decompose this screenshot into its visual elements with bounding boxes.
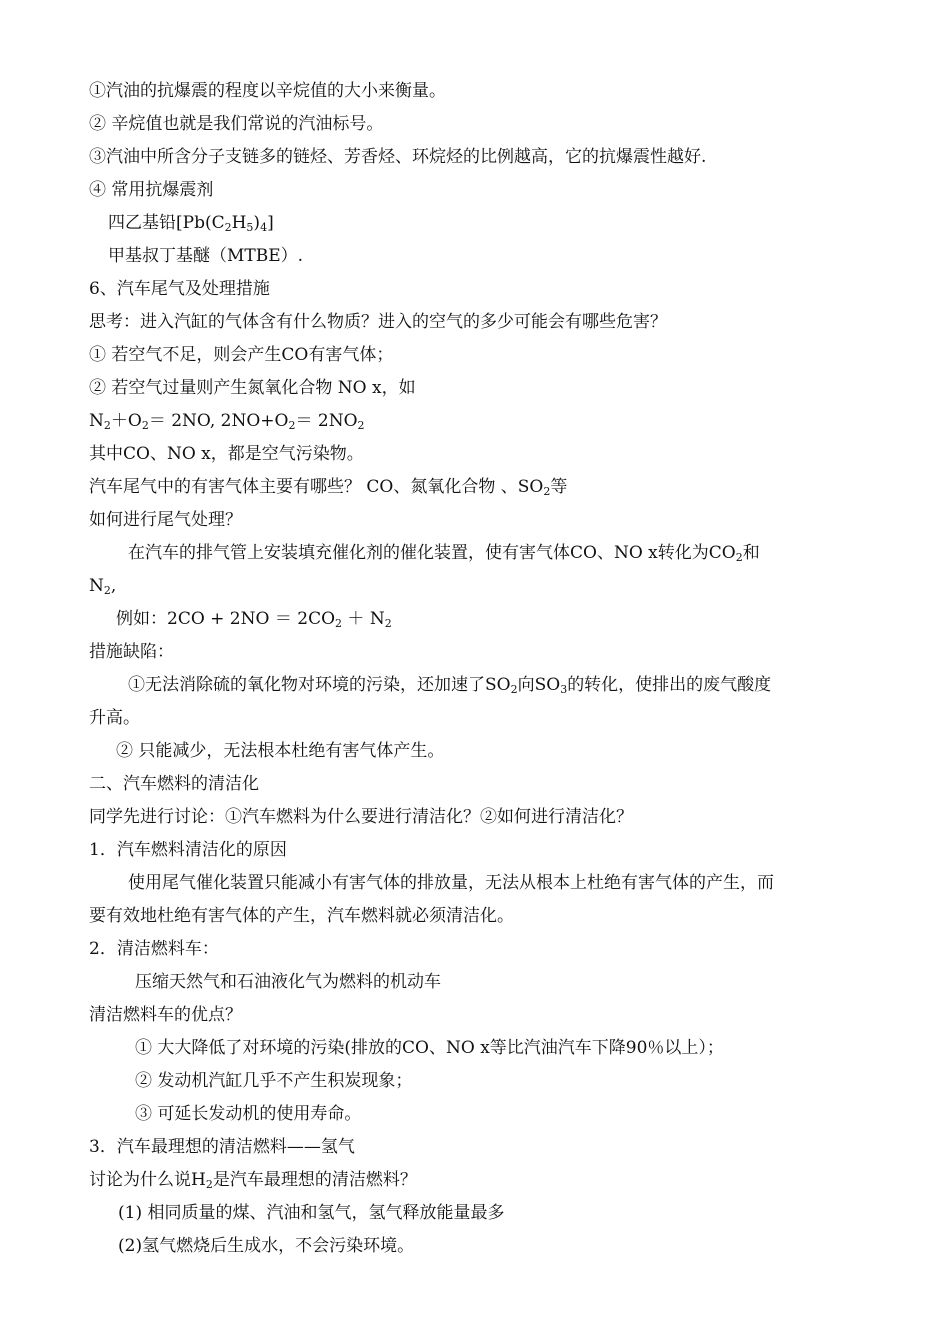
text-line: ③汽油中所含分子支链多的链烃、芳香烃、环烷烃的比例越高，它的抗爆震性越好.: [89, 147, 707, 167]
text-line: ② 若空气过量则产生氮氧化合物 NO x，如: [89, 378, 416, 398]
equation-line: 例如：$2CO + 2NO = 2CO_2 + N_2$: [116, 609, 392, 630]
text-line: 其中CO、NO x，都是空气污染物。: [89, 444, 364, 464]
text-line: ② 只能减少，无法根本杜绝有害气体产生。: [116, 741, 445, 761]
text-line: 升高。: [89, 708, 140, 728]
text-line: ①汽油的抗爆震的程度以辛烷值的大小来衡量。: [89, 81, 446, 101]
subsection-heading: 2．清洁燃料车：: [89, 939, 219, 959]
text-line: 同学先进行讨论：①汽车燃料为什么要进行清洁化？②如何进行清洁化？: [89, 807, 633, 827]
text-line: ③ 可延长发动机的使用寿命。: [135, 1104, 362, 1124]
equation-line: $N_2+O_2= 2NO$, $2NO+O_2= 2NO_2$: [89, 411, 365, 432]
text-line: 措施缺陷：: [89, 642, 174, 662]
section-heading: 二、汽车燃料的清洁化: [89, 774, 259, 794]
section-heading: 6、汽车尾气及处理措施: [89, 279, 270, 299]
text-line: 汽车尾气中的有害气体主要有哪些？ CO、氮氧化合物 、$SO_2$等: [89, 477, 568, 498]
text-line: 压缩天然气和石油液化气为燃料的机动车: [135, 972, 441, 992]
text-line: ② 辛烷值也就是我们常说的汽油标号。: [89, 114, 384, 134]
text-line: 讨论为什么说$H_2$是汽车最理想的清洁燃料？: [89, 1170, 417, 1191]
text-line: (2)氢气燃烧后生成水，不会污染环境。: [118, 1236, 415, 1256]
subsection-heading: 3．汽车最理想的清洁燃料——氢气: [89, 1137, 355, 1157]
text-line: ① 若空气不足，则会产生CO有害气体；: [89, 345, 394, 365]
text-line: 在汽车的排气管上安装填充催化剂的催化装置，使有害气体CO、NO x转化为$CO_2$和: [128, 543, 760, 564]
text-line: ④ 常用抗爆震剂: [89, 180, 214, 200]
formula-line: 四乙基铅$[Pb(C_2H_5)_4]$: [108, 213, 274, 234]
text-line: 如何进行尾气处理？: [89, 510, 242, 530]
text-line: 思考：进入汽缸的气体含有什么物质？进入的空气的多少可能会有哪些危害？: [89, 312, 667, 332]
text-line: ① 大大降低了对环境的污染(排放的CO、NO x等比汽油汽车下降90％以上）；: [135, 1038, 724, 1058]
text-line: ② 发动机汽缸几乎不产生积炭现象；: [135, 1071, 413, 1091]
text-line: (1) 相同质量的煤、汽油和氢气，氢气释放能量最多: [118, 1203, 505, 1223]
text-line: $N_2$,: [89, 576, 117, 597]
subsection-heading: 1．汽车燃料清洁化的原因: [89, 840, 287, 860]
text-line: 使用尾气催化装置只能减小有害气体的排放量，无法从根本上杜绝有害气体的产生，而: [128, 873, 774, 893]
text-line: 清洁燃料车的优点？: [89, 1005, 242, 1025]
text-line: 甲基叔丁基醚（MTBE）.: [108, 246, 304, 266]
text-line: 要有效地杜绝有害气体的产生，汽车燃料就必须清洁化。: [89, 906, 514, 926]
text-line: ①无法消除硫的氧化物对环境的污染，还加速了$SO_2$向$SO_3$的转化，使排出的废气酸度: [128, 675, 772, 696]
